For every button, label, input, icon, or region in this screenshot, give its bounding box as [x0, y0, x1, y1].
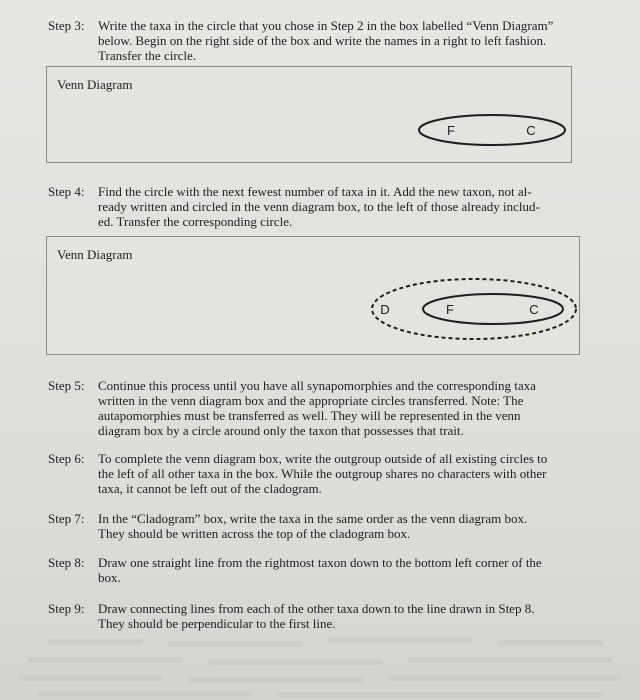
step-number: Step 3: — [48, 18, 85, 33]
step-number: Step 7: — [48, 511, 85, 526]
venn-diagram-box-2 — [46, 236, 580, 355]
venn-circle-fc — [423, 294, 563, 324]
taxon-label: F — [447, 123, 455, 138]
step-number: Step 6: — [48, 451, 85, 466]
step-text — [98, 184, 608, 229]
step-line: Draw one straight line from the rightmost taxon down to the bottom left corner of the — [98, 555, 542, 570]
taxon-label: F — [446, 302, 454, 317]
step-line: the left of all other taxa in the box. While the outgroup shares no characters with other — [98, 466, 547, 481]
step-line: In the “Cladogram” box, write the taxa in the same order as the venn diagram box. — [98, 511, 528, 526]
taxon-label: C — [526, 123, 536, 138]
venn-circle-dfc-dashed — [372, 279, 576, 339]
step-line: taxa, it cannot be left out of the cladogram. — [98, 481, 322, 496]
step-text — [98, 451, 608, 496]
step-number: Step 9: — [48, 601, 85, 616]
step-4 — [48, 184, 608, 229]
step-3 — [48, 18, 608, 63]
step-line: Continue this process until you have all synapomorphies and the corresponding taxa — [98, 378, 536, 393]
step-number: Step 8: — [48, 555, 85, 570]
step-line: written in the venn diagram box and the appropriate circles transferred. Note: The — [98, 393, 524, 408]
venn-box-label: Venn Diagram — [57, 77, 133, 92]
venn-box-label: Venn Diagram — [57, 247, 133, 262]
step-number: Step 4: — [48, 184, 85, 199]
step-line: diagram box by a circle around only the taxon that possesses that trait. — [98, 423, 464, 438]
venn-circle-fc — [419, 115, 565, 145]
step-7 — [48, 511, 608, 541]
step-line: autapomorphies must be transferred as well. They will be represented in the venn — [98, 408, 521, 423]
step-text — [98, 378, 608, 438]
step-number: Step 5: — [48, 378, 85, 393]
venn-diagram-box-1 — [46, 66, 572, 163]
step-8 — [48, 555, 608, 585]
step-line: They should be perpendicular to the first line. — [98, 616, 336, 631]
step-5 — [48, 378, 608, 438]
taxon-label: C — [529, 302, 539, 317]
step-text — [98, 18, 608, 63]
step-line: Transfer the circle. — [98, 48, 197, 63]
step-line: ed. Transfer the corresponding circle. — [98, 214, 293, 229]
venn-diagram-2-drawing — [47, 237, 579, 354]
step-text — [98, 555, 608, 585]
venn-diagram-1-drawing — [47, 67, 571, 162]
step-line: Find the circle with the next fewest number of taxa in it. Add the new taxon, not al- — [98, 184, 532, 199]
step-text — [98, 511, 608, 541]
step-line: ready written and circled in the venn diagram box, to the left of those already includ- — [98, 199, 540, 214]
step-line: Write the taxa in the circle that you chose in Step 2 in the box labelled “Venn Diagram” — [98, 18, 554, 33]
step-line: To complete the venn diagram box, write the outgroup outside of all existing circles to — [98, 451, 548, 466]
step-line: below. Begin on the right side of the box and write the names in a right to left fashion. — [98, 33, 547, 48]
bleed-through-texture — [0, 620, 640, 700]
step-6 — [48, 451, 608, 496]
taxon-label: D — [380, 302, 390, 317]
step-line: They should be written across the top of the cladogram box. — [98, 526, 411, 541]
step-line: Draw connecting lines from each of the other taxa down to the line drawn in Step 8. — [98, 601, 535, 616]
step-line: box. — [98, 570, 121, 585]
